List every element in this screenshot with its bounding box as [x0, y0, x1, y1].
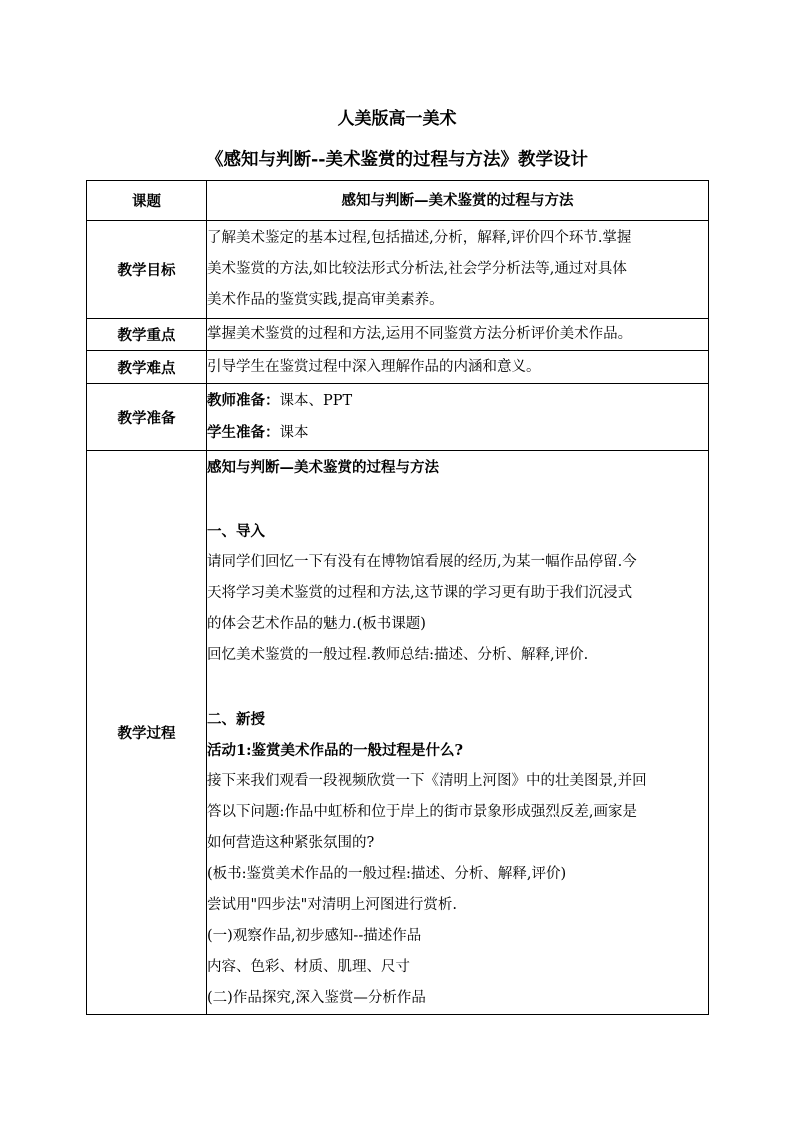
section2-line: (板书:鉴赏美术作品的一般过程:描述、分析、解释,评价): [207, 866, 567, 882]
section2-line: 接下来我们观看一段视频欣赏一下《清明上河图》中的壮美图景,并回: [207, 773, 647, 789]
teacher-preparation: [207, 385, 708, 417]
table-row-difficulties: [87, 351, 709, 384]
student-preparation: [207, 417, 708, 449]
teacher-preparation-label: 教师准备：: [207, 392, 280, 409]
section2-line: 尝试用"四步法"对清明上河图进行赏析.: [207, 897, 457, 913]
table-row-process: [87, 451, 709, 1015]
section1-line: 回忆美术鉴赏的一般过程.教师总结:描述、分析、解释,评价.: [207, 647, 589, 663]
process-content: [207, 451, 709, 1015]
difficulties-label: 教学难点: [87, 351, 207, 384]
section1-line: 天将学习美术鉴赏的过程和方法,这节课的学习更有助于我们沉浸式: [207, 585, 633, 601]
topic-value: 感知与判断—美术鉴赏的过程与方法: [207, 181, 709, 221]
process-label: 教学过程: [87, 451, 207, 1015]
activity1-title: 活动1:鉴赏美术作品的一般过程是什么?: [207, 742, 463, 759]
section1-line: 的体会艺术作品的魅力.(板书课题): [207, 616, 426, 632]
section1-title: 一、导入: [207, 523, 265, 540]
preparation-content: [207, 384, 709, 451]
objectives-label: 教学目标: [87, 221, 207, 319]
table-row-key-points: [87, 319, 709, 351]
section2-line: 如何营造这种紧张氛围的?: [207, 835, 375, 851]
objectives-content: [207, 221, 709, 319]
student-preparation-value: 课本: [279, 425, 309, 441]
section1-line: 请同学们回忆一下有没有在博物馆看展的经历,为某一幅作品停留.今: [207, 554, 637, 570]
objectives-line: 了解美术鉴定的基本过程,包括描述,分析，解释,评价四个环节.掌握: [207, 230, 632, 246]
section2-line: 答以下问题:作品中虹桥和位于岸上的街市景象形成强烈反差,画家是: [207, 804, 637, 820]
objectives-line: 美术作品的鉴赏实践,提高审美素养。: [207, 292, 444, 308]
section2-title: 二、新授: [207, 711, 265, 728]
preparation-label: 教学准备: [87, 384, 207, 451]
teacher-preparation-value: 课本、PPT: [279, 393, 353, 409]
document-title: 人美版高一美术: [337, 109, 457, 129]
section2-line: 内容、色彩、材质、肌理、尺寸: [207, 959, 410, 975]
lesson-plan-table: [86, 180, 709, 1015]
key-points-label: 教学重点: [87, 319, 207, 351]
document-subtitle: 《感知与判断--美术鉴赏的过程与方法》教学设计: [205, 150, 589, 170]
objectives-line: 美术鉴赏的方法,如比较法形式分析法,社会学分析法等,通过对具体: [207, 261, 627, 277]
topic-label: 课题: [87, 181, 207, 221]
key-points-value: 掌握美术鉴赏的过程和方法,运用不同鉴赏方法分析评价美术作品。: [207, 319, 709, 351]
difficulties-value: 引导学生在鉴赏过程中深入理解作品的内涵和意义。: [207, 351, 709, 384]
section2-line: (二)作品探究,深入鉴赏—分析作品: [207, 990, 426, 1006]
student-preparation-label: 学生准备：: [207, 424, 280, 441]
table-row-preparation: [87, 384, 709, 451]
process-heading: 感知与判断—美术鉴赏的过程与方法: [207, 459, 439, 476]
table-row-objectives: [87, 221, 709, 319]
table-row-topic: [87, 181, 709, 221]
section2-line: (一)观察作品,初步感知--描述作品: [207, 928, 422, 944]
